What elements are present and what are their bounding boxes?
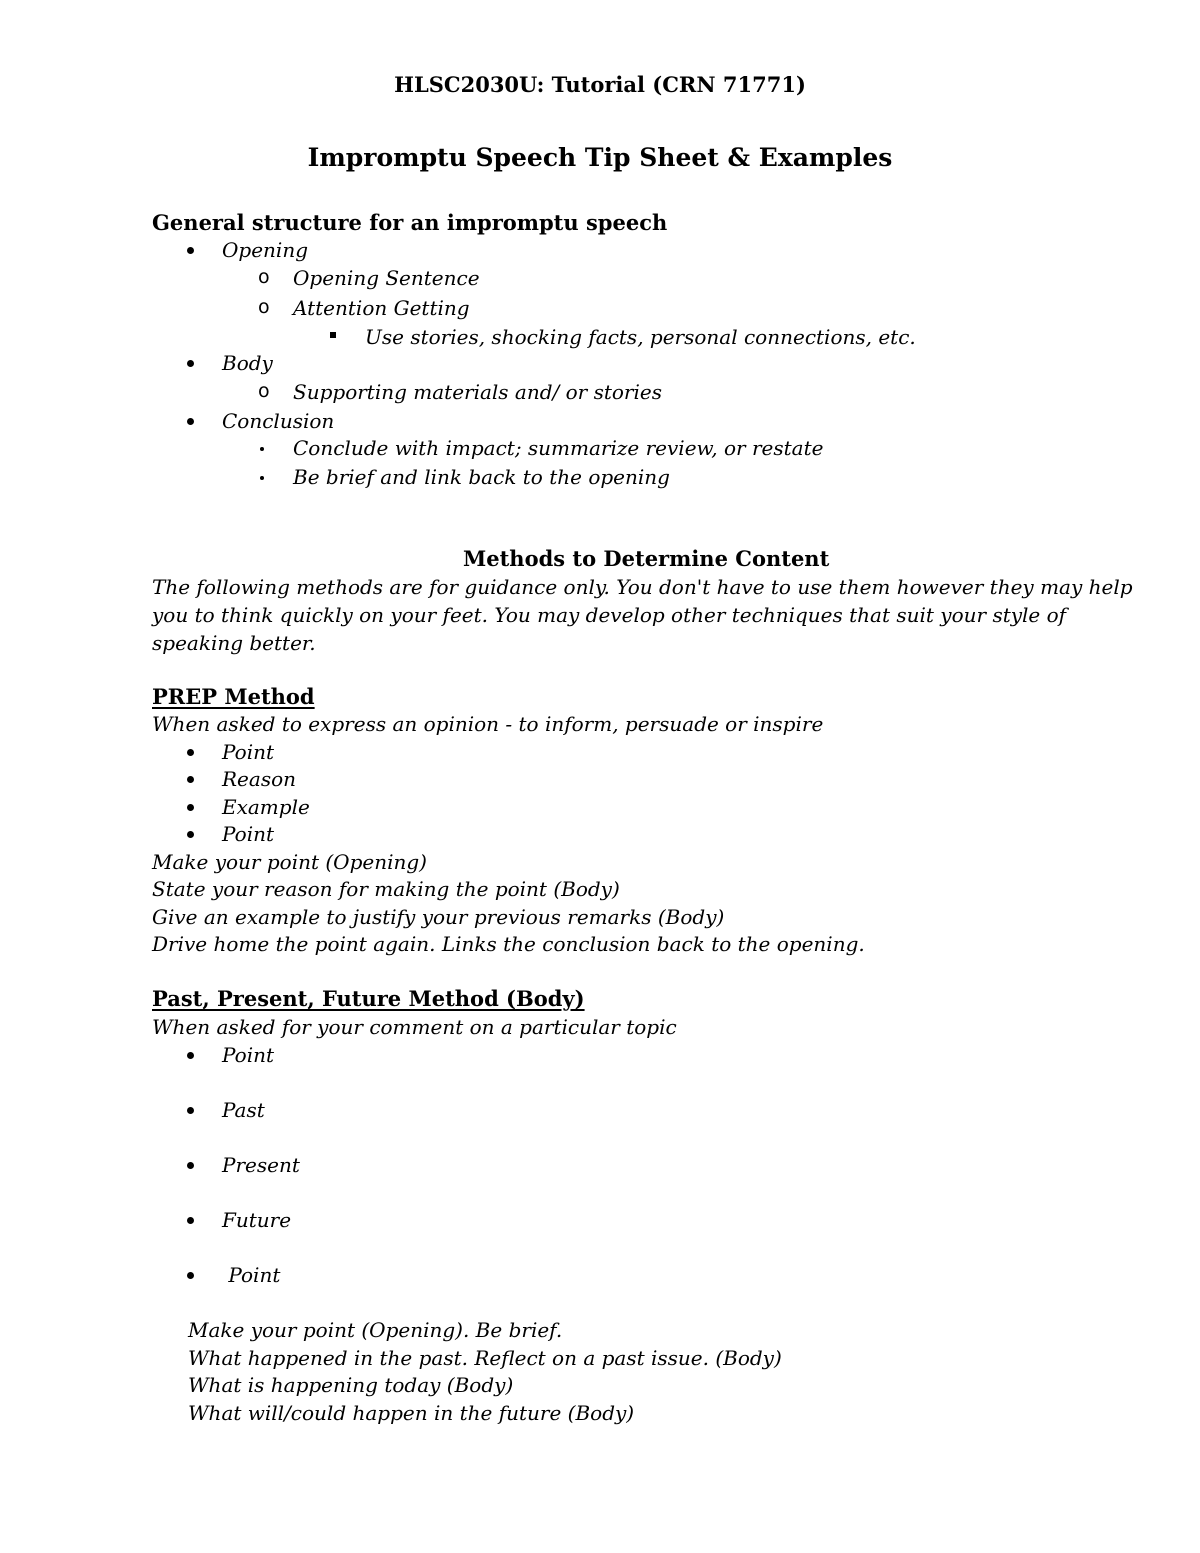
course-title: HLSC2030U: Tutorial (CRN 71771) bbox=[394, 72, 806, 97]
ppf-note: Make your point (Opening). Be brief. bbox=[188, 1318, 563, 1342]
prep-item: Point bbox=[222, 822, 275, 846]
prep-note: Make your point (Opening) bbox=[152, 850, 427, 874]
bullet-circle: o bbox=[258, 380, 270, 402]
bullet-disc bbox=[187, 1162, 194, 1169]
ppf-heading: Past, Present, Future Method (Body) bbox=[152, 986, 585, 1011]
bullet-disc bbox=[187, 360, 194, 367]
list-item-conclude-impact: Conclude with impact; summarize review, or restate bbox=[293, 436, 824, 460]
ppf-item: Point bbox=[222, 1043, 275, 1067]
list-item-attention-detail: Use stories, shocking facts, personal connections, etc. bbox=[365, 325, 916, 349]
bullet-disc bbox=[187, 1272, 194, 1279]
list-item-body: Body bbox=[222, 351, 273, 375]
prep-subtitle: When asked to express an opinion - to inform, persuade or inspire bbox=[152, 712, 824, 736]
bullet-disc bbox=[187, 1052, 194, 1059]
bullet-square bbox=[330, 332, 336, 338]
methods-heading: Methods to Determine Content bbox=[463, 546, 830, 571]
bullet-disc bbox=[187, 776, 194, 783]
list-item-be-brief: Be brief and link back to the opening bbox=[293, 465, 670, 489]
bullet-dot bbox=[260, 447, 264, 451]
bullet-dot bbox=[260, 476, 264, 480]
prep-item: Reason bbox=[222, 767, 297, 791]
ppf-note: What happened in the past. Reflect on a past issue. (Body) bbox=[188, 1346, 782, 1370]
ppf-subtitle: When asked for your comment on a particular topic bbox=[152, 1015, 677, 1039]
ppf-note: What will/could happen in the future (Body) bbox=[188, 1401, 635, 1425]
prep-item: Example bbox=[222, 795, 310, 819]
ppf-item: Future bbox=[222, 1208, 292, 1232]
prep-heading: PREP Method bbox=[152, 684, 315, 709]
ppf-item: Present bbox=[222, 1153, 300, 1177]
bullet-disc bbox=[187, 1107, 194, 1114]
bullet-disc bbox=[187, 247, 194, 254]
list-item-opening-sentence: Opening Sentence bbox=[293, 266, 480, 290]
general-structure-heading: General structure for an impromptu speech bbox=[152, 210, 668, 235]
ppf-note: What is happening today (Body) bbox=[188, 1373, 514, 1397]
list-item-opening: Opening bbox=[222, 238, 308, 262]
bullet-disc bbox=[187, 418, 194, 425]
bullet-disc bbox=[187, 1217, 194, 1224]
bullet-disc bbox=[187, 804, 194, 811]
list-item-conclusion: Conclusion bbox=[222, 409, 335, 433]
ppf-item: Past bbox=[222, 1098, 265, 1122]
methods-intro-line-2: you to think quickly on your feet. You may develop other techniques that suit your style of bbox=[152, 603, 1067, 627]
prep-note: State your reason for making the point (Body) bbox=[152, 877, 620, 901]
prep-note: Give an example to justify your previous remarks (Body) bbox=[152, 905, 725, 929]
list-item-attention-getting: Attention Getting bbox=[293, 296, 470, 320]
page-title: Impromptu Speech Tip Sheet & Examples bbox=[307, 143, 893, 172]
prep-item: Point bbox=[222, 740, 275, 764]
bullet-circle: o bbox=[258, 266, 270, 288]
bullet-circle: o bbox=[258, 296, 270, 318]
prep-note: Drive home the point again. Links the conclusion back to the opening. bbox=[152, 932, 865, 956]
methods-intro-line-3: speaking better. bbox=[152, 631, 316, 655]
ppf-item: Point bbox=[222, 1263, 281, 1287]
list-item-supporting: Supporting materials and/ or stories bbox=[293, 380, 662, 404]
bullet-disc bbox=[187, 831, 194, 838]
methods-intro-line-1: The following methods are for guidance only. You don't have to use them however they may help bbox=[152, 575, 1133, 599]
bullet-disc bbox=[187, 749, 194, 756]
